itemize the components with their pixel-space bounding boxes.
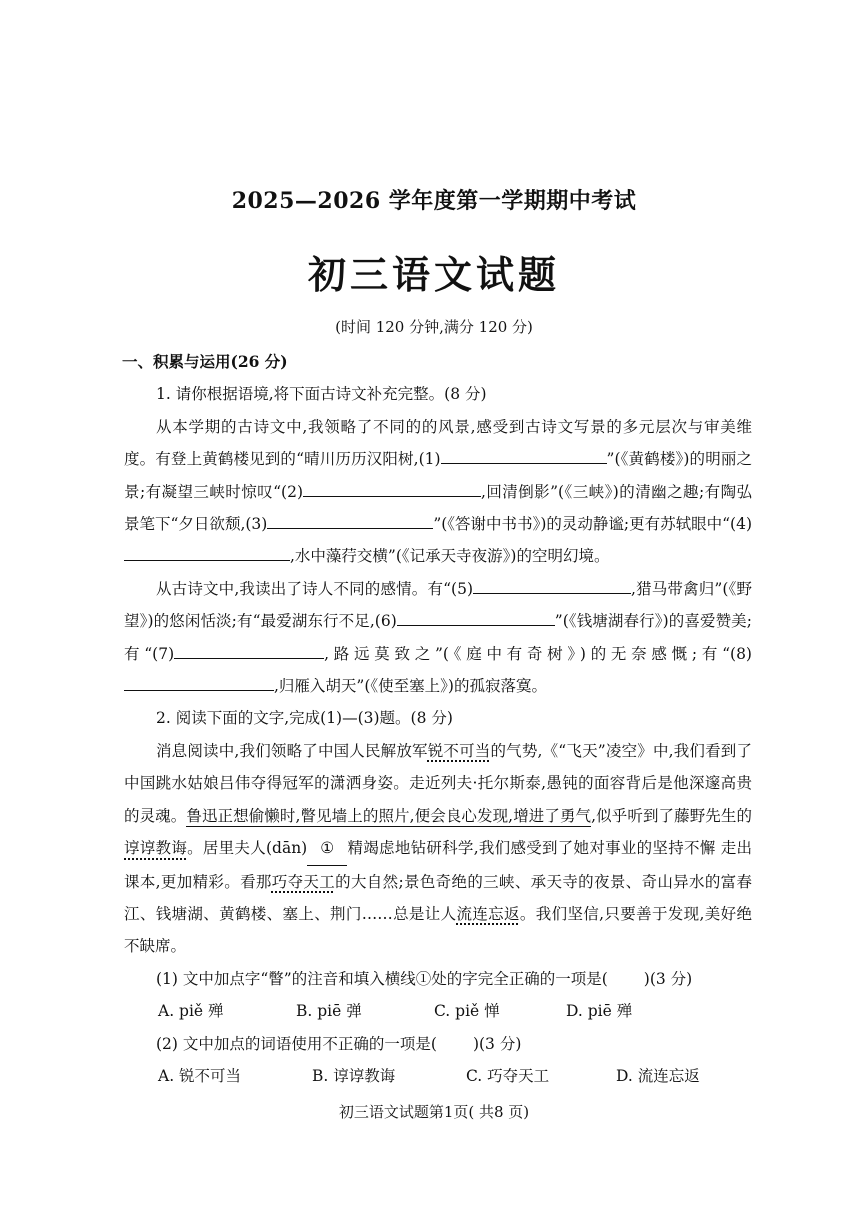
q1-text-b: ”(《黄鹤楼》)的明丽之景;有凝望三峡时惊叹“(2) xyxy=(124,450,752,501)
sub-question-1-options xyxy=(124,995,752,1027)
passage-text: 消息阅读中,我们领略了中国人民解放军 xyxy=(156,741,428,760)
answer-blank-3[interactable] xyxy=(267,508,433,529)
sub-question-2-score: )(3 分) xyxy=(472,1034,522,1053)
section-heading: 一、积累与运用(26 分) xyxy=(122,352,288,371)
option-b[interactable]: B. piē 弹 xyxy=(296,1002,362,1021)
option-c[interactable]: C. piě 惮 xyxy=(434,1002,500,1021)
passage-text: 的气势,《“飞天”凌空》中,我们看到了中国跳水姑娘吕伟夺得冠军的潇洒身姿。走近列夫·托尔斯泰,愚钝的面容背后是他深邃高贵的灵魂。 xyxy=(124,741,752,825)
q1-text-f: 从古诗文中,我读出了诗人不同的感情。有“(5) xyxy=(156,579,473,598)
sub-question-1-text: (1) 文中加点字“瞥”的注音和填入横线①处的字完全正确的一项是( xyxy=(156,969,608,988)
exam-time-note: (时间 120 分钟,满分 120 分) xyxy=(335,318,533,336)
dotted-word: 谆谆教诲 xyxy=(124,839,188,858)
q1-text-h: ”(《钱塘湖春行》)的喜爱赞美;有“(7) xyxy=(124,612,753,663)
answer-blank-6[interactable] xyxy=(397,605,555,626)
exam-body xyxy=(124,346,752,1092)
page-footer: 初三语文试题第1页( 共8 页) xyxy=(338,1103,530,1121)
q1-text-a: 从本学期的古诗文中,我领略了不同的的风景,感受到古诗文写景的多元层次与审美维度。有登上黄鹤楼见到的“晴川历历汉阳树,(1) xyxy=(124,417,752,469)
q1-text-d: ”(《答谢中书书》)的灵动静谧;更有苏轼眼中“(4) xyxy=(433,515,752,534)
option-d[interactable]: D. 流连忘返 xyxy=(616,1066,700,1085)
question-1-stem: 1. 请你根据语境,将下面古诗文补充完整。(8 分) xyxy=(156,385,487,404)
question-2-stem: 2. 阅读下面的文字,完成(1)—(3)题。(8 分) xyxy=(156,709,453,728)
answer-blank-8[interactable] xyxy=(124,670,274,691)
page-title: 初三语文试题 xyxy=(307,252,560,297)
q1-text-j: ,归雁入胡天”(《使至塞上》)的孤寂落寞。 xyxy=(274,677,547,696)
option-a[interactable]: A. 锐不可当 xyxy=(158,1066,242,1085)
question-1-paragraph-2 xyxy=(124,573,752,703)
underlined-sentence: 鲁迅正想偷懒时,瞥见墙上的照片,便会良心发现,增进了勇气 xyxy=(186,806,592,825)
dotted-word: 锐不可当 xyxy=(427,741,491,760)
dotted-word: 流连忘返 xyxy=(456,904,520,923)
sub-question-2-text: (2) 文中加点的词语使用不正确的一项是( xyxy=(156,1034,437,1053)
sub-question-1-stem xyxy=(124,963,752,995)
sub-question-2-stem xyxy=(124,1028,752,1060)
passage-text: 。居里夫人(dān) xyxy=(187,839,308,858)
q1-text-c: ,回清倒影”(《三峡》)的清幽之趣;有陶弘景笔下“夕日欲颓,(3) xyxy=(124,482,753,534)
answer-blank-2[interactable] xyxy=(303,476,481,497)
question-2-passage xyxy=(124,735,752,963)
sub-question-2-options xyxy=(124,1060,752,1092)
answer-blank-5[interactable] xyxy=(473,573,631,594)
q1-text-e: ,水中藻荇交横”(《记承天寺夜游》)的空明幻境。 xyxy=(290,547,610,566)
answer-blank-circled-1[interactable]: ① xyxy=(307,832,347,865)
q1-text-i: ,路远莫致之”(《庭中有奇树》)的无奈感慨;有“(8) xyxy=(324,644,752,663)
exam-year-line: 2025—2026 学年度第一学期期中考试 xyxy=(231,188,637,214)
answer-blank-1[interactable] xyxy=(441,443,607,464)
sub-question-1-score: )(3 分) xyxy=(643,969,693,988)
answer-blank-4[interactable] xyxy=(124,540,290,561)
q1-text-g: ,猎马带禽归”(《野望》)的悠闲恬淡;有“最爱湖东行不足,(6) xyxy=(124,579,752,631)
option-c[interactable]: C. 巧夺天工 xyxy=(466,1066,550,1085)
option-b[interactable]: B. 谆谆教诲 xyxy=(312,1066,396,1085)
passage-text: ,似乎听到了藤野先生的 xyxy=(591,806,752,825)
answer-blank-7[interactable] xyxy=(174,638,324,659)
dotted-word: 巧夺天工 xyxy=(271,872,336,891)
question-1-paragraph-1 xyxy=(124,411,752,573)
passage-text: 精竭虑地钻研科学,我们感受到了她对事业的坚持不懈 走出课本,更加精彩。看那 xyxy=(124,839,752,891)
option-d[interactable]: D. piē 殚 xyxy=(566,1002,633,1021)
passage-text: 。我们坚信,只要善于发现,美好绝不缺席。 xyxy=(124,904,752,956)
option-a[interactable]: A. piě 殚 xyxy=(158,1002,224,1021)
passage-text: 的大自然;景色奇绝的三峡、承天寺的夜景、奇山异水的富春江、钱塘湖、黄鹤楼、塞上、荆门……总是让人 xyxy=(124,872,752,923)
